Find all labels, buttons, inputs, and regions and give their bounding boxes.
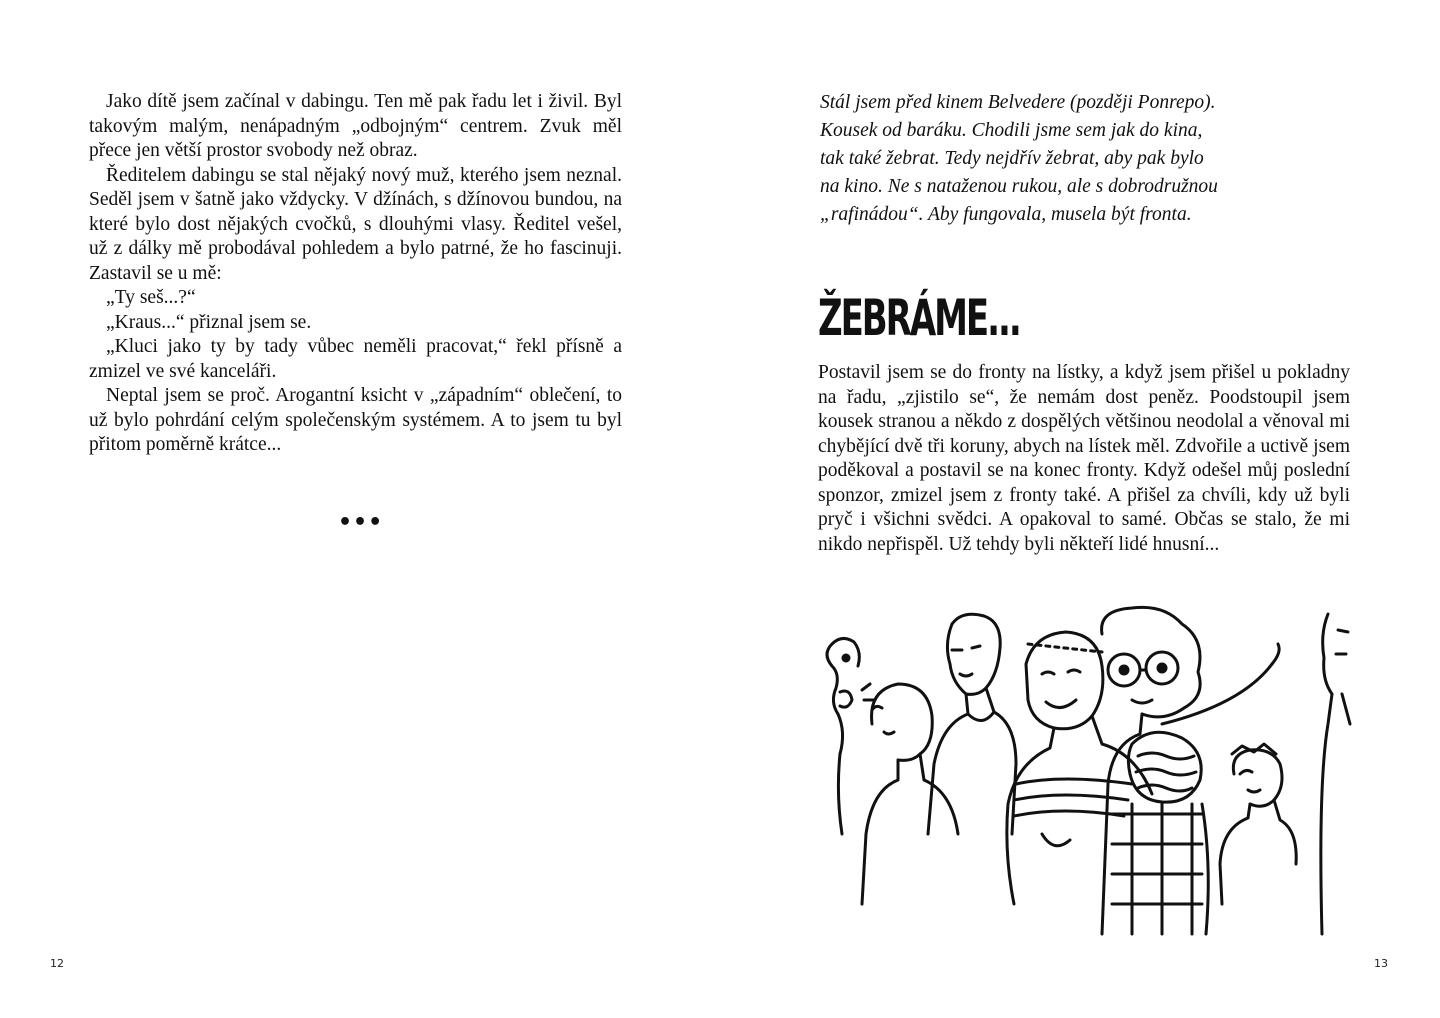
shouting-man-figure [827,638,874,834]
paragraph: Ředitelem dabingu se stal nějaký nový muž, kterého jsem neznal. Seděl jsem v šatně jako vždycky. V džínách, s džínovou bundou, na které bylo dost nějakých cvočků, s dlouhými vlasy. Ředitel vešel, už z dálky mě probodával pohledem a bylo patrné, že ho fascinuji. Zastavil se u mě: [89,164,622,284]
left-body-text [89,90,622,458]
right-edge-man-figure [1321,614,1350,934]
tall-man-figure [928,614,1016,834]
dialog-line: „Kraus...“ přiznal jsem se. [106,311,312,333]
bald-man-figure [862,684,958,904]
page-number-right: 13 [1374,957,1388,970]
boy-figure [1220,744,1296,904]
paragraph: Postavil jsem se do fronty na lístky, a když jsem přišel u pokladny na řadu, „zjistilo se“, že nemám dost peněz. Poodstoupil jsem kousek stranou a někdo z dospělých většinou neodolal a věnoval mi chybějící dvě tři koruny, abych na lístek měl. Zdvořile a uctivě jsem poděkoval a postavil se na konec fronty. Když odešel můj poslední sponzor, zmizel jsem z fronty také. A přišel za chvíli, kdy už byli pryč i všichni svědci. A opakoval to samé. Občas se stalo, že mi nikdo nepřispěl. Už tehdy byli někteří lidé hnusní... [818,362,1350,555]
intro-line: na kino. Ne s nataženou rukou, ale s dobrodružnou [820,176,1218,197]
intro-line: Kousek od baráku. Chodili jsme sem jak do kina, [820,120,1203,141]
dialog-line: „Kluci jako ty by tady vůbec neměli pracovat,“ řekl přísně a zmizel ve své kanceláři. [89,336,622,382]
intro-italic-text [820,89,1280,229]
paragraph: Jako dítě jsem začínal v dabingu. Ten mě pak řadu let i živil. Byl takovým malým, nenápadným „odbojným“ centrem. Zvuk měl přece jen větší prostor svobody než obraz. [89,91,622,161]
intro-line: tak také žebrat. Tedy nejdřív žebrat, aby pak bylo [820,148,1204,169]
intro-line: Stál jsem před kinem Belvedere (později Ponrepo). [820,92,1216,113]
section-separator: ••• [338,510,384,535]
page-number-left: 12 [50,957,64,970]
chapter-title: ŽEBRÁME... [818,289,1020,347]
right-page [720,0,1440,1018]
dialog-line: „Ty seš...?“ [106,287,196,308]
paragraph: Neptal jsem se proč. Arogantní ksicht v „západním“ oblečení, to už bylo pohrdání celým společenským systémem. A to jsem tu byl přitom poměrně krátce... [89,385,622,455]
right-body-text [818,361,1350,557]
crowd-illustration [802,604,1362,938]
intro-line: „rafinádou“. Aby fungovala, musela být fronta. [820,204,1192,225]
